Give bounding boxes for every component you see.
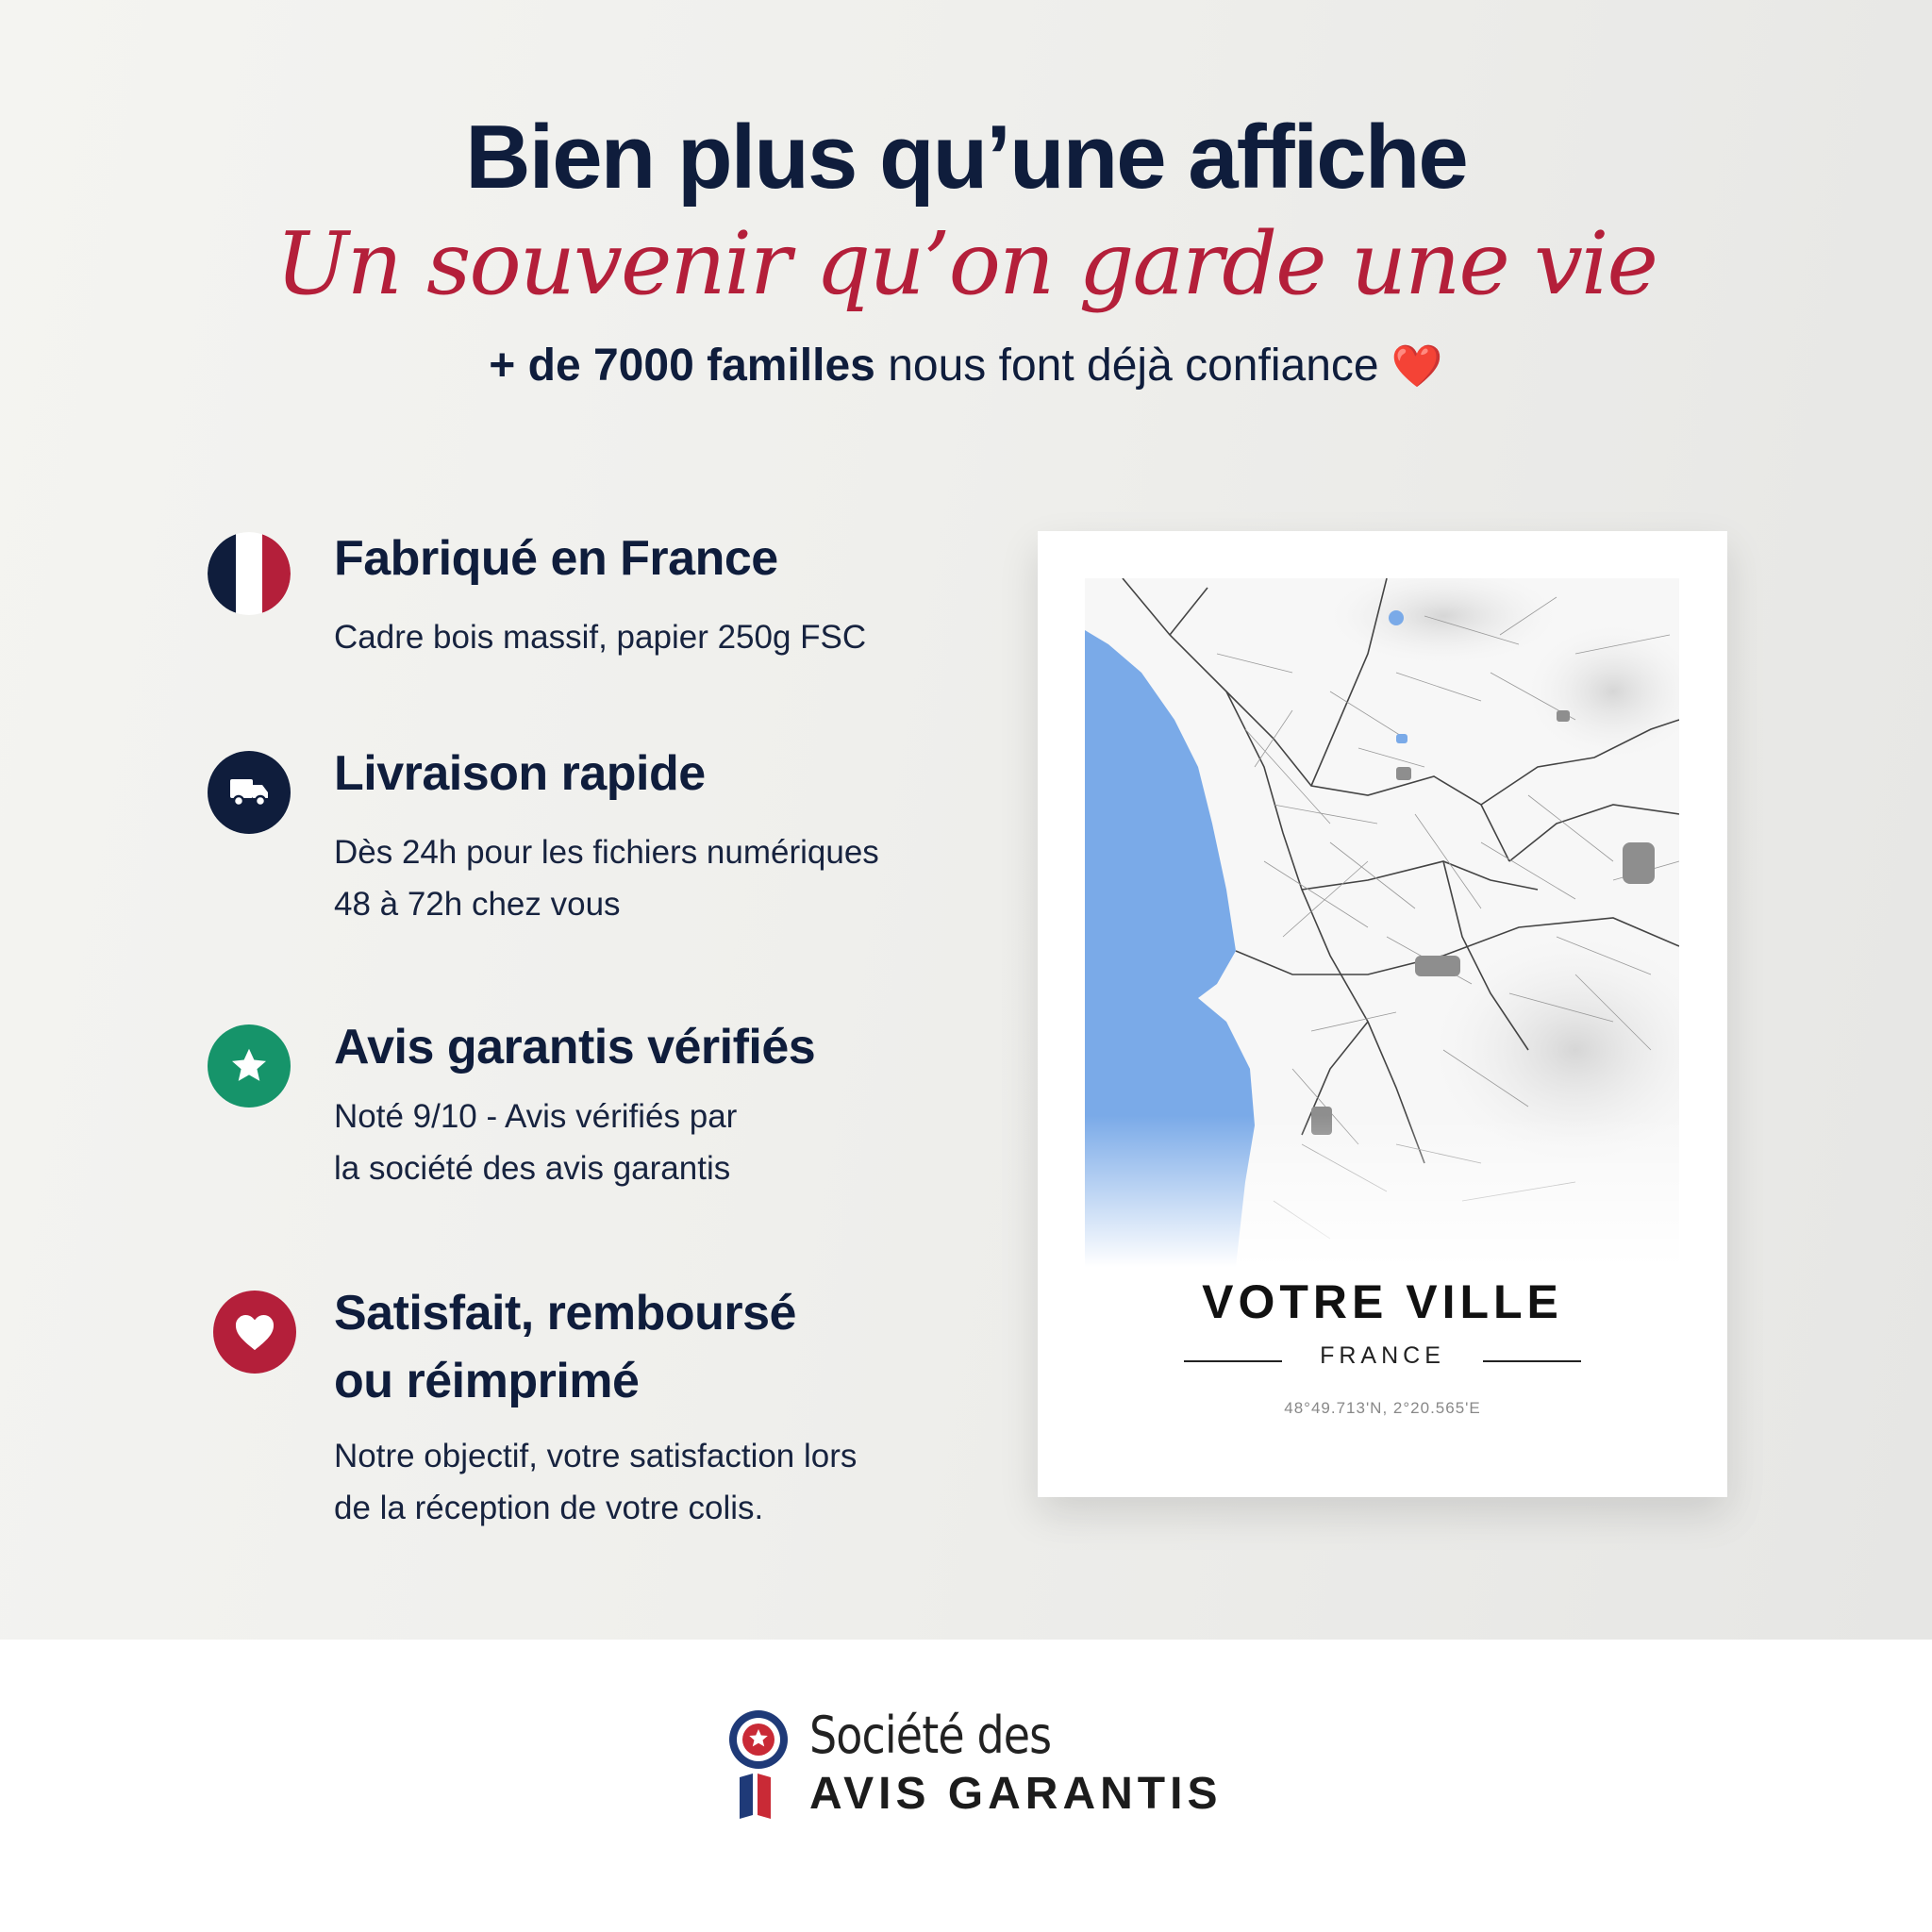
feature-desc-line-2: de la réception de votre colis. <box>334 1490 764 1526</box>
red-heart-icon: ❤️ <box>1391 342 1443 391</box>
poster-country: FRANCE <box>1320 1342 1445 1369</box>
city-map <box>1085 578 1679 1267</box>
avis-garantis-logo-mark <box>726 1706 794 1828</box>
heart-icon <box>213 1291 296 1374</box>
logo-text-line-2: AVIS GARANTIS <box>809 1769 1223 1819</box>
feature-title: Avis garantis vérifiés <box>334 1020 816 1074</box>
avis-garantis-logo <box>726 1706 1223 1828</box>
logo-text-line-1: Société des <box>809 1706 1052 1765</box>
feature-title-line-1: Satisfait, remboursé <box>334 1286 796 1341</box>
feature-title: Livraison rapide <box>334 746 706 801</box>
poster-country-row <box>1038 1342 1727 1380</box>
trust-line <box>0 340 1932 391</box>
feature-desc-line-2: 48 à 72h chez vous <box>334 886 621 923</box>
delivery-truck-icon <box>208 751 291 834</box>
poster-city: VOTRE VILLE <box>1202 1275 1563 1328</box>
map-poster <box>1038 531 1727 1497</box>
feature-desc-line-2: la société des avis garantis <box>334 1150 731 1187</box>
feature-desc-line-1: Notre objectif, votre satisfaction lors <box>334 1438 858 1474</box>
feature-title: Fabriqué en France <box>334 531 778 586</box>
poster-coordinates: 48°49.713'N, 2°20.565'E <box>1284 1399 1481 1417</box>
tagline: Un souvenir qu’on garde une vie <box>275 213 1657 314</box>
feature-desc: Cadre bois massif, papier 250g FSC <box>334 619 867 656</box>
headline: Bien plus qu’une affiche <box>465 107 1467 208</box>
feature-desc-line-1: Noté 9/10 - Avis vérifiés par <box>334 1098 738 1135</box>
feature-title-line-2: ou réimprimé <box>334 1354 640 1408</box>
trust-count: + de 7000 familles <box>489 341 875 391</box>
trust-text: nous font déjà confiance <box>874 341 1391 391</box>
france-flag-icon <box>208 532 291 615</box>
star-icon <box>208 1024 291 1108</box>
divider-line <box>1483 1360 1581 1362</box>
feature-desc-line-1: Dès 24h pour les fichiers numériques <box>334 834 879 871</box>
